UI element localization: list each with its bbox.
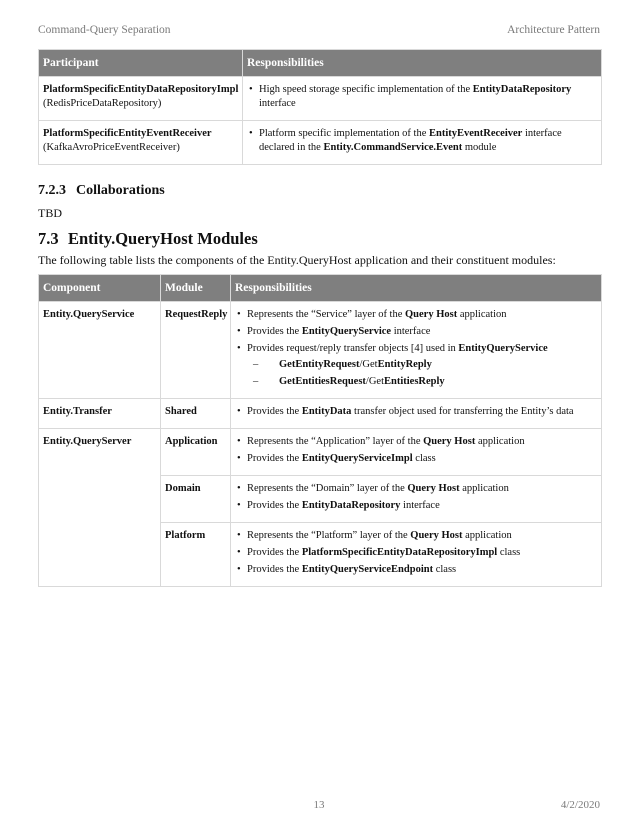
column-header: Participant [39, 50, 243, 77]
list-item: • Provides the EntityQueryService interface [235, 325, 597, 339]
list-item: • Platform specific implementation of the EntityEventReceiver interface declared in the Entity.CommandService.Event module [247, 127, 597, 155]
module-cell: Shared [161, 399, 231, 429]
module-cell: Domain [161, 476, 231, 523]
bullet-list [235, 308, 597, 389]
responsibilities-cell [231, 429, 602, 476]
table-row [39, 399, 602, 429]
bullet-list [235, 405, 597, 419]
participant-alias: (RedisPriceDataRepository) [43, 98, 162, 109]
bullet-list [247, 127, 597, 155]
table-header-row [39, 50, 602, 77]
participant-name: PlatformSpecificEntityDataRepositoryImpl [43, 84, 239, 95]
bullet-list [235, 529, 597, 577]
column-header: Responsibilities [231, 275, 602, 302]
participant-name: PlatformSpecificEntityEventReceiver [43, 128, 212, 139]
participants-table [38, 49, 602, 165]
table-row [39, 429, 602, 476]
list-item: – GetEntityRequest/GetEntityReply [247, 358, 597, 372]
table-header-row [39, 275, 602, 302]
participant-alias: (KafkaAvroPriceEventReceiver) [43, 142, 180, 153]
column-header: Responsibilities [243, 50, 602, 77]
section-intro: The following table lists the components of the Entity.QueryHost application and their constituent modules: [38, 253, 556, 267]
list-item: • Represents the “Service” layer of the Query Host application [235, 308, 597, 322]
responsibilities-cell [231, 399, 602, 429]
list-item: • Provides the EntityQueryServiceEndpoint class [235, 563, 597, 577]
list-item: • Provides request/reply transfer objects [4] used in EntityQueryService – GetEntityRequest/GetEntityReply – GetEntitiesRequest/GetEntitiesReply [235, 342, 597, 389]
list-item: • Represents the “Platform” layer of the Query Host application [235, 529, 597, 543]
list-item: – GetEntitiesRequest/GetEntitiesReply [247, 375, 597, 389]
list-item: • Provides the PlatformSpecificEntityDataRepositoryImpl class [235, 546, 597, 560]
list-item: • Represents the “Application” layer of the Query Host application [235, 435, 597, 449]
column-header: Module [161, 275, 231, 302]
module-cell: RequestReply [161, 302, 231, 399]
list-item: • Provides the EntityData transfer object used for transferring the Entity’s data [235, 405, 597, 419]
header-document-type: Architecture Pattern [507, 24, 600, 36]
responsibilities-cell [231, 302, 602, 399]
component-cell: Entity.QueryServer [39, 429, 161, 587]
header-document-title: Command-Query Separation [38, 24, 171, 36]
list-item: • Represents the “Domain” layer of the Query Host application [235, 482, 597, 496]
page-footer [38, 799, 600, 813]
list-item: • Provides the EntityQueryServiceImpl class [235, 452, 597, 466]
table-row [39, 121, 602, 165]
responsibilities-cell [231, 523, 602, 587]
section-heading-collaborations: 7.2.3 Collaborations [38, 183, 165, 198]
page-header [38, 24, 600, 40]
sub-list [247, 358, 597, 389]
collaborations-body: TBD [38, 206, 62, 220]
responsibilities-cell [243, 77, 602, 121]
component-cell: Entity.Transfer [39, 399, 161, 429]
list-item: • Provides the EntityDataRepository interface [235, 499, 597, 513]
component-cell: Entity.QueryService [39, 302, 161, 399]
bullet-list [235, 482, 597, 513]
module-cell: Platform [161, 523, 231, 587]
module-cell: Application [161, 429, 231, 476]
participant-cell [39, 121, 243, 165]
table-row [39, 302, 602, 399]
list-item: • High speed storage specific implementation of the EntityDataRepository interface [247, 83, 597, 111]
bullet-list [235, 435, 597, 466]
participant-cell [39, 77, 243, 121]
column-header: Component [39, 275, 161, 302]
table-row [39, 77, 602, 121]
footer-date: 4/2/2020 [560, 799, 600, 811]
bullet-list [247, 83, 597, 111]
components-table [38, 274, 602, 587]
section-heading-queryhost-modules: 7.3 Entity.QueryHost Modules [38, 229, 258, 248]
responsibilities-cell [231, 476, 602, 523]
responsibilities-cell [243, 121, 602, 165]
page-number: 13 [313, 799, 325, 811]
